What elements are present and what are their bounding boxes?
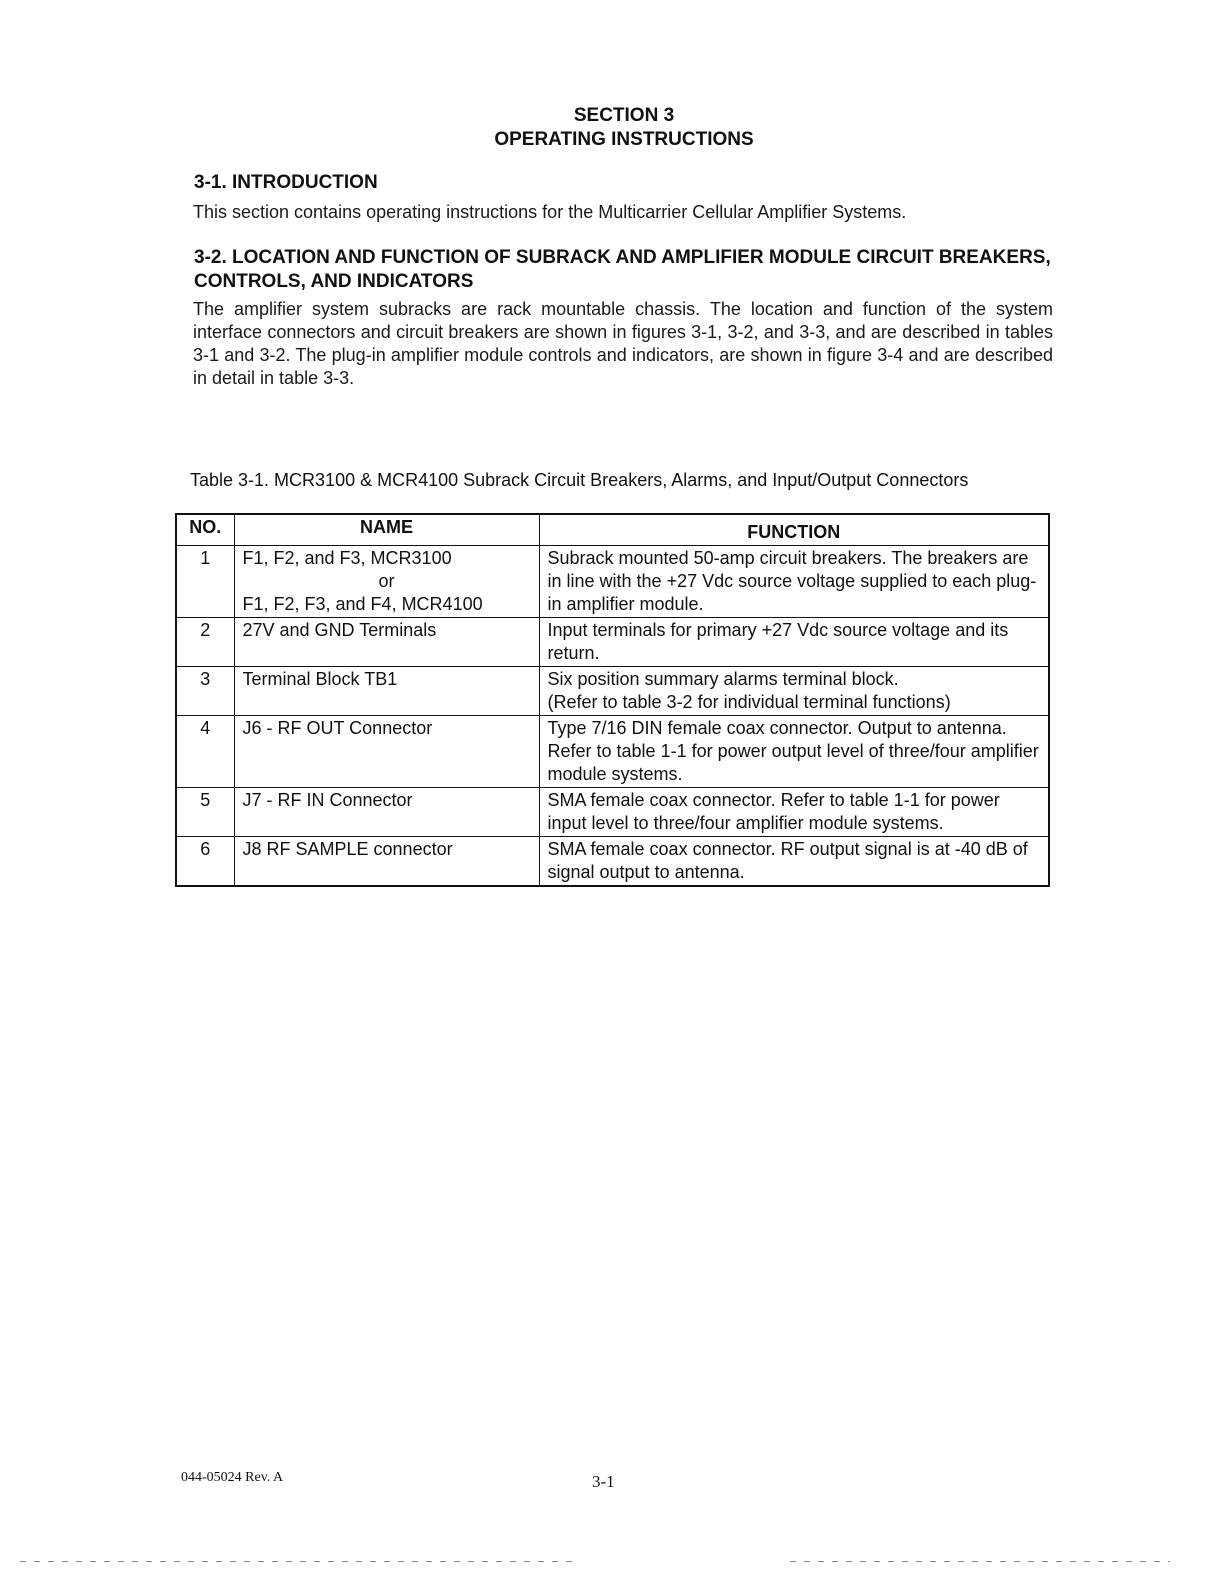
row-name: Terminal Block TB1 — [234, 667, 539, 716]
function-line: Six position summary alarms terminal block. — [547, 669, 899, 689]
row-no: 5 — [176, 788, 234, 837]
row-function — [539, 667, 1049, 716]
row-name: 27V and GND Terminals — [234, 618, 539, 667]
document-id: 044-05024 Rev. A — [181, 1470, 284, 1485]
row-function: SMA female coax connector. Refer to table 1-1 for power input level to three/four amplifier module systems. — [539, 788, 1049, 837]
intro-paragraph: This section contains operating instructions for the Multicarrier Cellular Amplifier Systems. — [193, 202, 907, 222]
row-no: 6 — [176, 837, 234, 887]
scan-artifact-right — [790, 1561, 1170, 1562]
header-function: FUNCTION — [539, 514, 1049, 546]
name-line: F1, F2, and F3, MCR3100 — [242, 548, 452, 568]
row-function: Type 7/16 DIN female coax connector. Output to antenna. Refer to table 1-1 for power output level of three/four amplifier module systems. — [539, 716, 1049, 788]
location-paragraph: The amplifier system subracks are rack mountable chassis. The location and function of the system interface connectors and circuit breakers are shown in figures 3-1, 3-2, and 3-3, and are described in tables 3-1 and 3-2. The plug-in amplifier module controls and indicators, are shown in figure 3-4 and are described in detail in table 3-3. — [193, 299, 1053, 388]
row-function: Subrack mounted 50-amp circuit breakers. The breakers are in line with the +27 Vdc source voltage supplied to each plug-in amplifier module. — [539, 546, 1049, 618]
table-row — [176, 546, 1049, 618]
connectors-table — [175, 513, 1050, 887]
location-heading: 3-2. LOCATION AND FUNCTION OF SUBRACK AND AMPLIFIER MODULE CIRCUIT BREAKERS, CONTROLS, AND INDICATORS — [194, 247, 1051, 292]
table-row — [176, 667, 1049, 716]
row-function: Input terminals for primary +27 Vdc source voltage and its return. — [539, 618, 1049, 667]
row-no: 2 — [176, 618, 234, 667]
scan-artifact-left — [20, 1561, 580, 1562]
row-name: J7 - RF IN Connector — [234, 788, 539, 837]
intro-heading: 3-1. INTRODUCTION — [194, 172, 378, 193]
table-row — [176, 618, 1049, 667]
table-caption: Table 3-1. MCR3100 & MCR4100 Subrack Circuit Breakers, Alarms, and Input/Output Connectors — [190, 470, 969, 490]
name-line: F1, F2, F3, and F4, MCR4100 — [242, 594, 483, 614]
row-no: 1 — [176, 546, 234, 618]
row-function: SMA female coax connector. RF output signal is at -40 dB of signal output to antenna. — [539, 837, 1049, 887]
page-number: 3-1 — [592, 1472, 615, 1491]
header-name: NAME — [234, 514, 539, 546]
table-row — [176, 788, 1049, 837]
table-row — [176, 837, 1049, 887]
row-name: J6 - RF OUT Connector — [234, 716, 539, 788]
header-no: NO. — [176, 514, 234, 546]
function-line: (Refer to table 3-2 for individual terminal functions) — [547, 692, 951, 712]
section-title: OPERATING INSTRUCTIONS — [494, 129, 754, 150]
table-header-row — [176, 514, 1049, 546]
row-name — [234, 546, 539, 618]
row-name: J8 RF SAMPLE connector — [234, 837, 539, 887]
name-line: or — [378, 571, 395, 591]
row-no: 4 — [176, 716, 234, 788]
table-row — [176, 716, 1049, 788]
row-no: 3 — [176, 667, 234, 716]
section-number: SECTION 3 — [573, 105, 675, 126]
